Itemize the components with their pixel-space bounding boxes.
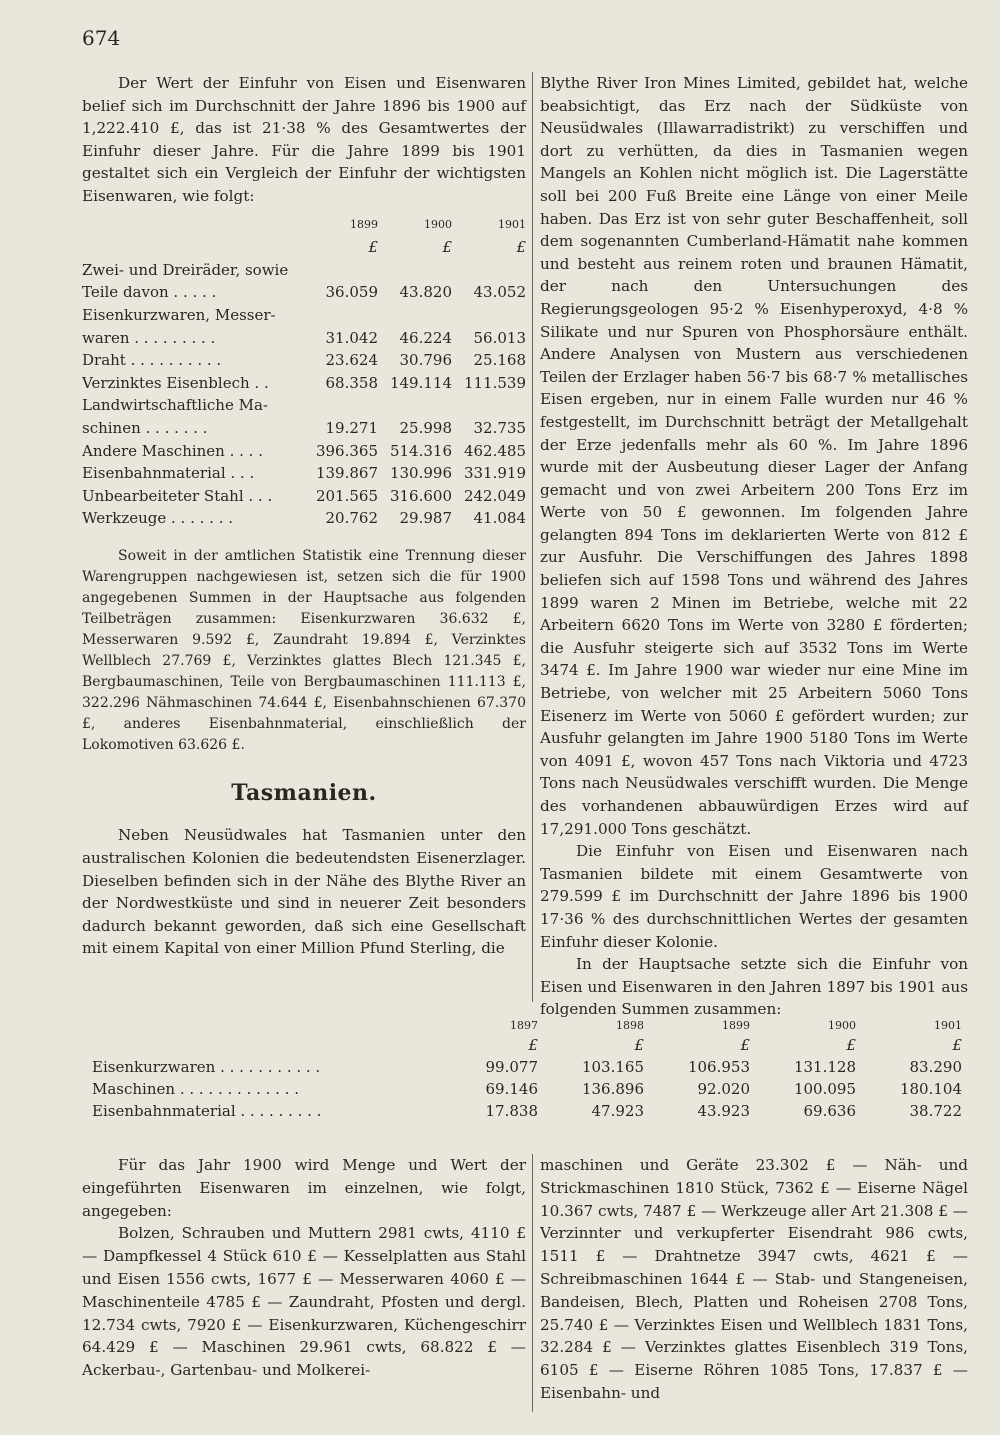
table-cell-value: 106.953 <box>687 1058 750 1076</box>
year-header: 1898 <box>616 1019 644 1032</box>
table-cell-value: 131.128 <box>793 1058 856 1076</box>
table-cell-value: 100.095 <box>793 1080 856 1098</box>
table-row <box>92 1054 962 1076</box>
table-cell-value: 103.165 <box>581 1058 644 1076</box>
table-cell-value: 43.052 <box>473 283 526 302</box>
table-cell-value: 29.987 <box>399 509 452 528</box>
year-header: 1899 <box>350 217 378 231</box>
tasmania-paragraph: Neben Neusüdwales hat Tasmanien unter den australischen Kolonien die bedeutendsten Eisenerzlager. Dieselben befinden sich in der Nähe des Blythe River an der Nordwestküste und sind in neuerer Zeit besonders dadurch bekannt geworden, daß sich eine Gesellschaft mit einem Kapital von einer Million Pfund Sterling, die <box>82 826 526 958</box>
left-column <box>82 72 526 960</box>
table-cell-value: 25.168 <box>473 351 526 370</box>
mines-paragraph: Blythe River Iron Mines Limited, gebildet hat, welche beabsichtigt, das Erz nach der Südküste von Neusüdwales (Illawarradistrikt) zu verschiffen und dort zu verhütten, da dies in Tasmanien wegen Mangels an Kohlen nicht möglich ist. Die Lagerstätte soll bei 200 Fuß Breite eine Länge von einer Meile haben. Das Erz ist von sehr guter Beschaffenheit, soll dem sogenannten Cumberland-Hämatit nahe kommen und besteht aus reinem roten und braunen Hämatit, der nach den Untersuchungen des Regierungsgeologen 95·2 % Eisenhyperoxyd, 4·8 % Silikate und nur Spuren von Phosphorsäure enthält. Andere Analysen von Mustern aus verschiedenen Teilen der Erzlager haben 56·7 bis 68·7 % metallisches Eisen ergeben, nur in einem Falle wurden nur 46 % festgestellt, im Durchschnitt beträgt der Metallgehalt der Erze jedenfalls mehr als 60 %. Im Jahre 1896 wurde mit der Ausbeutung dieser Lager der Anfang gemacht und von zwei Arbeitern 200 Tons Erz im Werte von 50 £ gewonnen. Im folgenden Jahre gelangten 894 Tons im deklarierten Werte von 812 £ zur Ausfuhr. Die Verschiffungen des Jahres 1898 beliefen sich auf 1598 Tons und während des Jahres 1899 waren 2 Minen im Betriebe, welche mit 22 Arbeitern 6620 Tons im Werte von 3280 £ förderten; die Ausfuhr steigerte sich auf 3532 Tons im Werte 3474 £. Im Jahre 1900 war wieder nur eine Mine im Betriebe, von welcher mit 25 Arbeitern 5060 Tons Eisenerz im Werte von 5060 £ gefördert wurden; zur Ausfuhr gelangten im Jahre 1900 5180 Tons im Werte von 4091 £, wovon 457 Tons nach Viktoria und 4723 Tons nach Neusüdwales verschifft wurden. Die Menge des vorhandenen abbauwürdigen Erzes wird auf 17,291.000 Tons geschätzt. <box>540 74 968 838</box>
table-cell-value: 180.104 <box>899 1080 962 1098</box>
currency-header: £ <box>368 238 378 257</box>
table-cell-value: 36.059 <box>325 283 378 302</box>
year-header: 1900 <box>424 217 452 231</box>
table-header-currency <box>82 236 526 259</box>
table-cell-value: 30.796 <box>399 351 452 370</box>
table-row <box>82 507 526 530</box>
import-share-paragraph: Die Einfuhr von Eisen und Eisenwaren nach Tasmanien bildete mit einem Gesamtwerte von 279.599 £ im Durchschnitt der Jahre 1896 bis 1900 17·36 % des durchschnittlichen Wertes der gesamten Einfuhr dieser Kolonie. <box>540 842 968 951</box>
table-cell-value: 56.013 <box>473 328 526 347</box>
table-cell-value: 69.636 <box>803 1102 856 1120</box>
table-cell-value: 43.820 <box>399 283 452 302</box>
table-row <box>92 1098 962 1120</box>
table-cell-value: 149.114 <box>389 373 452 392</box>
table-cell-value: 92.020 <box>697 1080 750 1098</box>
row-label: Eisenkurzwaren . . . . . . . . . . . <box>92 1058 321 1076</box>
row-label: Unbearbeiteter Stahl . . . <box>82 486 273 505</box>
table-header-years <box>82 214 526 237</box>
table-cell-value: 139.867 <box>315 464 378 483</box>
row-label-line1: Zwei- und Dreiräder, sowie <box>82 260 289 279</box>
page-number: 674 <box>82 26 121 50</box>
table-row-label-line <box>82 259 526 282</box>
table-cell-value: 31.042 <box>325 328 378 347</box>
table-row <box>82 372 526 395</box>
itemized-list-right: maschinen und Geräte 23.302 £ — Näh- und Strickmaschinen 1810 Stück, 7362 £ — Eiserne Nägel 10.367 cwts, 7487 £ — Werkzeuge aller Art 21.308 £ — Verzinnter und verkupferter Eisendraht 986 cwts, 1511 £ — Drahtnetze 3947 cwts, 4621 £ — Schreibmaschinen 1644 £ — Stab- und Stangeneisen, Bandeisen, Blech, Platten und Roheisen 2708 Tons, 25.740 £ — Verzinktes Eisen und Wellblech 1831 Tons, 32.284 £ — Verzinktes glattes Eisenblech 319 Tons, 6105 £ — Eiserne Röhren 1085 Tons, 17.837 £ — Eisenbahn- und <box>540 1156 968 1402</box>
table-cell-value: 130.996 <box>389 464 452 483</box>
year-header: 1897 <box>510 1019 538 1032</box>
currency-header: £ <box>442 238 452 257</box>
table-cell-value: 396.365 <box>315 441 378 460</box>
table-row <box>82 327 526 350</box>
table-row <box>82 281 526 304</box>
table-row-label-line <box>82 304 526 327</box>
intro-paragraph: Der Wert der Einfuhr von Eisen und Eisenwaren belief sich im Durchschnitt der Jahre 1896 bis 1900 auf 1,222.410 £, das ist 21·38 % des Gesamtwertes der Einfuhr dieser Jahre. Für die Jahre 1899 bis 1901 gestaltet sich ein Vergleich der Einfuhr der wichtigsten Eisenwaren, wie folgt: <box>82 74 526 205</box>
bottom-left-column <box>82 1154 526 1382</box>
section-heading: Tasmanien. <box>231 779 377 806</box>
table-cell-value: 331.919 <box>463 464 526 483</box>
tasmania-imports-table <box>92 1010 962 1120</box>
currency-header: £ <box>952 1036 962 1054</box>
row-label: Eisenbahnmaterial . . . <box>82 464 255 483</box>
table-cell-value: 43.923 <box>697 1102 750 1120</box>
table-cell-value: 201.565 <box>315 486 378 505</box>
row-label: Verzinktes Eisenblech . . <box>82 373 269 392</box>
table-cell-value: 19.271 <box>325 418 378 437</box>
column-divider-bottom <box>532 1154 533 1412</box>
table-cell-value: 69.146 <box>485 1080 538 1098</box>
iron-imports-table <box>82 214 526 530</box>
table-cell-value: 514.316 <box>389 441 452 460</box>
import-summary-paragraph: In der Hauptsache setzte sich die Einfuhr von Eisen und Eisenwaren in den Jahren 1897 bis 1901 aus folgenden Summen zusammen: <box>540 955 968 1019</box>
table-cell-value: 111.539 <box>463 373 526 392</box>
itemized-list-left: Bolzen, Schrauben und Muttern 2981 cwts, 4110 £ — Dampfkessel 4 Stück 610 £ — Kesselplatten aus Stahl und Eisen 1556 cwts, 1677 £ — Messerwaren 4060 £ — Maschinenteile 4785 £ — Zaundraht, Pfosten und dergl. 12.734 cwts, 7920 £ — Eisenkurzwaren, Küchengeschirr 64.429 £ — Maschinen 29.961 cwts, 68.822 £ — Ackerbau-, Gartenbau- und Molkerei- <box>82 1224 526 1380</box>
itemized-intro: Für das Jahr 1900 wird Menge und Wert der eingeführten Eisenwaren im einzelnen, wie folgt, angegeben: <box>82 1156 526 1220</box>
tasmania-imports-table-wrapper <box>92 1010 962 1120</box>
row-label: waren . . . . . . . . . <box>82 328 216 347</box>
row-label-line1: Landwirtschaftliche Ma- <box>82 396 268 415</box>
bottom-right-column <box>540 1154 968 1405</box>
currency-header: £ <box>846 1036 856 1054</box>
year-header: 1899 <box>722 1019 750 1032</box>
table-cell-value: 316.600 <box>389 486 452 505</box>
table-header-years <box>92 1010 962 1032</box>
table-row <box>82 440 526 463</box>
table-cell-value: 41.084 <box>473 509 526 528</box>
table-header-currency <box>92 1032 962 1054</box>
currency-header: £ <box>528 1036 538 1054</box>
table-cell-value: 99.077 <box>485 1058 538 1076</box>
table-row <box>82 485 526 508</box>
table-cell-value: 32.735 <box>473 418 526 437</box>
row-label: Werkzeuge . . . . . . . <box>82 509 234 528</box>
table-row <box>82 462 526 485</box>
row-label: Teile davon . . . . . <box>82 283 217 302</box>
table-row <box>82 417 526 440</box>
table-cell-value: 47.923 <box>591 1102 644 1120</box>
row-label-line1: Eisenkurzwaren, Messer- <box>82 305 276 324</box>
column-divider <box>532 72 533 1002</box>
table-cell-value: 68.358 <box>325 373 378 392</box>
row-label: Andere Maschinen . . . . <box>82 441 263 460</box>
table-cell-value: 83.290 <box>909 1058 962 1076</box>
table-cell-value: 136.896 <box>581 1080 644 1098</box>
statistics-note: Soweit in der amtlichen Statistik eine Trennung dieser Warengruppen nachgewiesen ist, setzen sich die für 1900 angegebenen Summen in der Hauptsache aus folgenden Teilbeträgen zusammen: Eisenkurzwaren 36.632 £, Messerwaren 9.592 £, Zaundraht 19.894 £, Verzinktes Wellblech 27.769 £, Verzinktes glattes Blech 121.345 £, Bergbaumaschinen, Teile von Bergbaumaschinen 111.113 £, 322.296 Nähmaschinen 74.644 £, Eisenbahnschienen 67.370 £, anderes Eisenbahnmaterial, einschließlich der Lokomotiven 63.626 £. <box>82 547 526 753</box>
row-label: Maschinen . . . . . . . . . . . . . <box>92 1080 300 1098</box>
table-cell-value: 46.224 <box>399 328 452 347</box>
table-cell-value: 20.762 <box>325 509 378 528</box>
table-row-label-line <box>82 394 526 417</box>
table-row <box>92 1076 962 1098</box>
row-label: schinen . . . . . . . <box>82 418 208 437</box>
table-cell-value: 38.722 <box>909 1102 962 1120</box>
currency-header: £ <box>516 238 526 257</box>
row-label: Draht . . . . . . . . . . <box>82 351 222 370</box>
row-label: Eisenbahnmaterial . . . . . . . . . <box>92 1102 322 1120</box>
year-header: 1901 <box>498 217 526 231</box>
currency-header: £ <box>740 1036 750 1054</box>
table-row <box>82 349 526 372</box>
currency-header: £ <box>634 1036 644 1054</box>
year-header: 1901 <box>934 1019 962 1032</box>
table-cell-value: 462.485 <box>463 441 526 460</box>
table-cell-value: 25.998 <box>399 418 452 437</box>
right-column <box>540 72 968 1021</box>
year-header: 1900 <box>828 1019 856 1032</box>
table-cell-value: 242.049 <box>463 486 526 505</box>
table-cell-value: 17.838 <box>485 1102 538 1120</box>
table-cell-value: 23.624 <box>325 351 378 370</box>
